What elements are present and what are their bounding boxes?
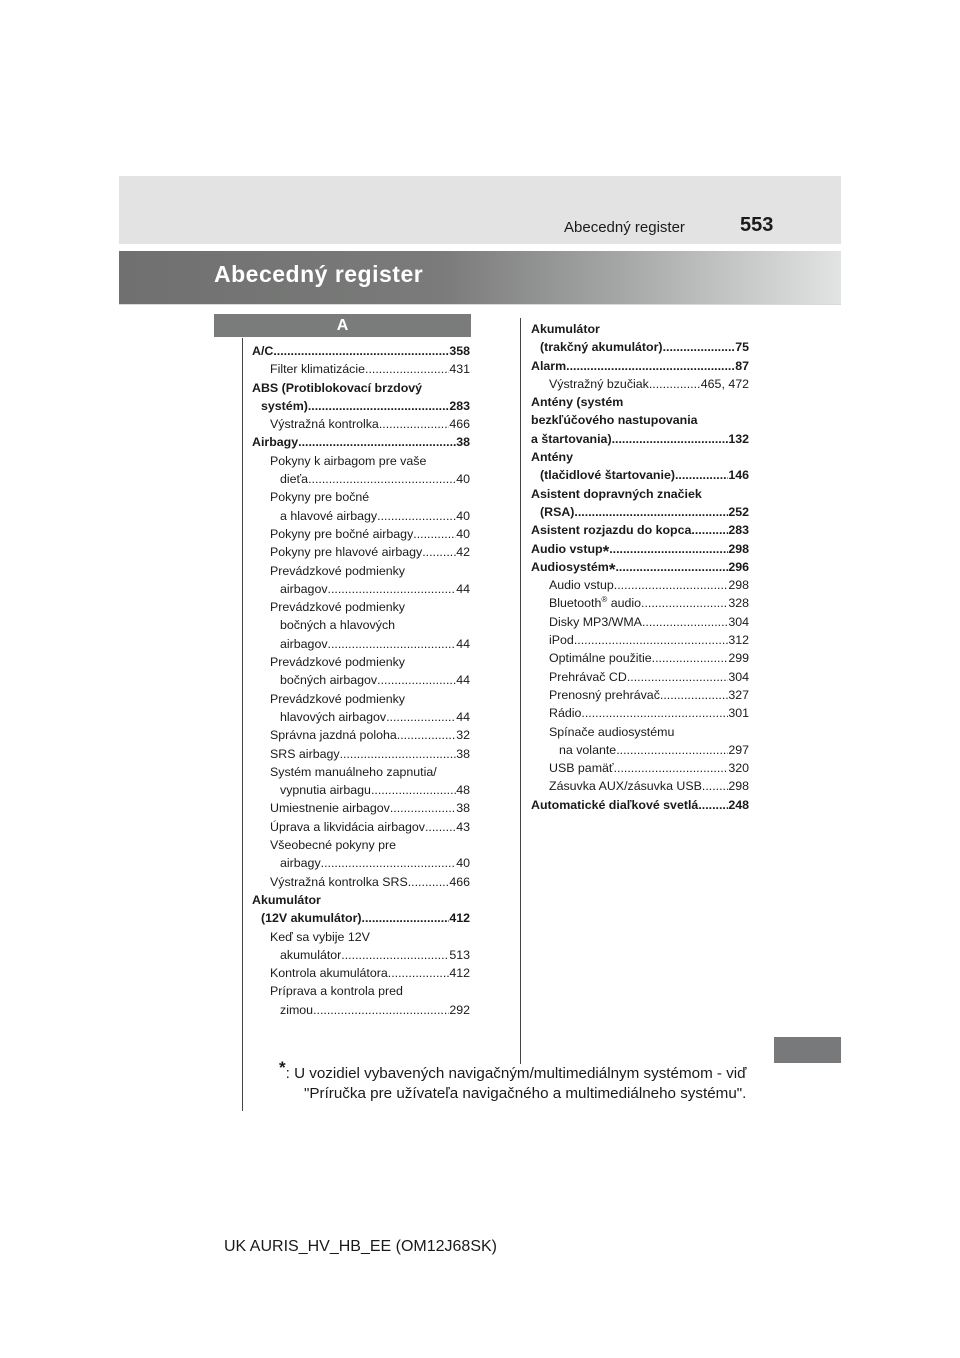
page-ref: 48 <box>456 783 470 798</box>
index-entry <box>531 777 749 795</box>
entry-text: Alarm <box>531 358 567 373</box>
entry-text: Prenosný prehrávač <box>549 687 660 702</box>
entry-text: dieťa <box>280 472 309 487</box>
entry-text: a štartovania) <box>531 431 612 446</box>
entry-text: airbagov <box>280 581 328 596</box>
entry-text: Audio vstup <box>549 578 614 593</box>
index-entry <box>531 723 749 760</box>
leader-dots <box>328 580 457 598</box>
footnote <box>279 1058 779 1103</box>
leader-dots <box>298 433 456 451</box>
index-entry <box>252 690 470 727</box>
page-ref: 296 <box>728 559 749 574</box>
index-entry <box>252 653 470 690</box>
entry-text: bezkľúčového nastupovania <box>531 413 698 428</box>
leader-dots <box>581 704 728 722</box>
index-entry <box>531 686 749 704</box>
leader-dots <box>642 613 728 631</box>
entry-text: Filter klimatizácie <box>270 362 366 377</box>
section-title: Abecedný register <box>214 261 424 287</box>
entry-text: vypnutia airbagu <box>280 783 371 798</box>
index-entry <box>531 594 749 612</box>
entry-text: Výstražná kontrolka <box>270 417 379 432</box>
leader-dots <box>308 397 449 415</box>
leader-dots <box>377 671 456 689</box>
entry-text: USB pamäť <box>549 761 614 776</box>
index-entry <box>252 488 470 525</box>
entry-text: (12V akumulátor) <box>261 911 362 926</box>
index-entry <box>531 485 749 522</box>
page-ref: 466 <box>449 874 470 889</box>
entry-text: SRS airbagy <box>270 746 340 761</box>
page-ref: 32 <box>456 728 470 743</box>
page-ref: 465, 472 <box>700 376 749 391</box>
index-entry <box>252 982 470 1019</box>
entry-text: airbagov <box>280 636 328 651</box>
leader-dots <box>675 466 728 484</box>
entry-text: Akumulátor <box>531 322 600 336</box>
entry-text: Bluetooth <box>549 596 602 611</box>
page-ref: 146 <box>728 468 749 483</box>
entry-text: Kontrola akumulátora <box>270 966 388 981</box>
entry-text: Airbagy <box>252 435 299 450</box>
leader-dots <box>425 818 456 836</box>
footnote-star: * <box>279 1058 286 1077</box>
page-ref: 44 <box>456 673 470 688</box>
page-ref: 304 <box>728 614 749 629</box>
index-entry <box>252 543 470 561</box>
page-ref: 292 <box>449 1002 470 1017</box>
index-entry <box>531 375 749 393</box>
index-entry <box>531 576 749 594</box>
page-ref: 298 <box>728 578 749 593</box>
index-letter-tab: A <box>214 314 471 337</box>
leader-dots <box>691 521 728 539</box>
index-entry <box>252 525 470 543</box>
page-ref: 40 <box>456 856 470 871</box>
entry-text: Automatické diaľkové svetlá <box>531 797 699 812</box>
page-ref: 43 <box>456 819 470 834</box>
index-entry <box>252 598 470 653</box>
index-entry <box>252 562 470 599</box>
entry-text: bočných a hlavových <box>280 618 396 633</box>
leader-dots <box>660 686 728 704</box>
page-ref: 358 <box>449 344 470 358</box>
entry-text-suffix: ® audio <box>601 595 642 611</box>
page-ref: 75 <box>735 340 749 355</box>
page-ref: 40 <box>456 472 470 487</box>
index-entry <box>252 415 470 433</box>
leader-dots <box>702 777 728 795</box>
entry-text: A/C <box>252 344 274 358</box>
page-ref: 40 <box>456 508 470 523</box>
index-entry <box>252 726 470 744</box>
index-entry <box>531 796 749 814</box>
index-entry <box>252 873 470 891</box>
entry-text: iPod <box>549 633 574 648</box>
leader-dots <box>627 668 729 686</box>
entry-text: Disky MP3/WMA <box>549 614 642 629</box>
leader-dots <box>313 1001 449 1019</box>
entry-text: Audiosystém <box>531 559 609 574</box>
index-entry <box>252 745 470 763</box>
page-ref: 42 <box>456 545 470 560</box>
leader-dots <box>612 430 729 448</box>
entry-text: Pokyny k airbagom pre vaše <box>270 453 427 468</box>
leader-dots <box>663 338 736 356</box>
index-column-left <box>252 342 470 1019</box>
leader-dots <box>609 540 728 558</box>
index-entry <box>252 891 470 928</box>
entry-text: systém) <box>261 398 308 413</box>
index-entry <box>531 613 749 631</box>
index-entry <box>252 799 470 817</box>
page-ref: 44 <box>456 709 470 724</box>
leader-dots <box>641 594 728 612</box>
entry-text: Optimálne použitie <box>549 651 652 666</box>
leader-dots <box>413 525 456 543</box>
entry-text: Antény <box>531 450 573 465</box>
page-number: 553 <box>740 214 774 236</box>
index-entry <box>531 631 749 649</box>
entry-text: Prevádzkové podmienky <box>270 655 405 670</box>
index-entry <box>252 433 470 451</box>
entry-text: hlavových airbagov <box>280 709 387 724</box>
page-ref: 38 <box>456 746 470 761</box>
leader-dots <box>616 741 728 759</box>
index-entry <box>252 763 470 800</box>
entry-text: akumulátor <box>280 947 342 962</box>
page-ref: 87 <box>735 358 749 373</box>
entry-text: a hlavové airbagy <box>280 508 378 523</box>
entry-text: (RSA) <box>540 504 575 519</box>
leader-dots <box>652 649 729 667</box>
leader-dots <box>422 543 456 561</box>
entry-text: (trakčný akumulátor) <box>540 340 663 355</box>
page-ref: 248 <box>728 797 749 812</box>
index-column-right <box>531 320 749 814</box>
entry-text: Systém manuálneho zapnutia/ <box>270 764 437 779</box>
index-entry <box>252 836 470 873</box>
entry-text: bočných airbagov <box>280 673 378 688</box>
entry-text: Pokyny pre bočné <box>270 490 370 505</box>
entry-text: Prevádzkové podmienky <box>270 691 405 706</box>
index-entry <box>252 818 470 836</box>
index-entry <box>252 928 470 965</box>
page-ref: 298 <box>728 541 749 556</box>
entry-text: Výstražná kontrolka SRS <box>270 874 408 889</box>
index-entry <box>252 452 470 489</box>
column-divider <box>520 318 521 1064</box>
leader-dots <box>340 745 457 763</box>
index-entry <box>531 649 749 667</box>
page-ref: 327 <box>728 687 749 702</box>
leader-dots <box>390 799 456 817</box>
leader-dots <box>574 503 728 521</box>
entry-text: Asistent dopravných značiek <box>531 486 702 501</box>
page-ref: 38 <box>456 801 470 816</box>
left-margin-rule <box>242 338 243 1111</box>
index-entry <box>531 357 749 375</box>
index-entry: Audio vstup * ..... 298 <box>531 540 749 558</box>
index-entry <box>531 320 749 357</box>
index-entry <box>531 521 749 539</box>
leader-dots <box>698 796 728 814</box>
entry-text: Príprava a kontrola pred <box>270 984 403 999</box>
page-ref: 44 <box>456 636 470 651</box>
entry-text: Rádio <box>549 706 582 721</box>
index-entry: Audiosystém * ..... 296 <box>531 558 749 576</box>
entry-text: Asistent rozjazdu do kopca <box>531 523 692 538</box>
entry-text: Keď sa vybije 12V <box>270 929 370 944</box>
page-ref: 252 <box>728 504 749 519</box>
index-entry <box>531 393 749 448</box>
page-ref: 312 <box>728 633 749 648</box>
page-ref: 412 <box>449 966 470 981</box>
entry-text: Umiestnenie airbagov <box>270 801 390 816</box>
page-ref: 40 <box>456 526 470 541</box>
leader-dots <box>321 854 457 872</box>
leader-dots <box>388 964 450 982</box>
page-ref: 304 <box>728 669 749 684</box>
footer-code: UK AURIS_HV_HB_EE (OM12J68SK) <box>224 1238 497 1255</box>
entry-text: Audio vstup <box>531 541 603 556</box>
leader-dots <box>397 726 456 744</box>
entry-text: zimou <box>280 1002 314 1017</box>
page-ref: 283 <box>449 398 470 413</box>
page-ref: 466 <box>449 417 470 432</box>
entry-text: Spínače audiosystému <box>549 724 675 739</box>
page-ref: 513 <box>449 947 470 962</box>
page-ref: 297 <box>728 742 749 757</box>
page-ref: 431 <box>449 362 470 377</box>
entry-text: airbagy <box>280 856 321 871</box>
page-ref: 283 <box>728 523 749 538</box>
entry-text: Prevádzkové podmienky <box>270 600 405 615</box>
page-ref: 320 <box>728 761 749 776</box>
leader-dots <box>614 759 729 777</box>
footnote-line-1: : U vozidiel vybavených navigačným/multimediálnym systémom - viď <box>285 1065 747 1082</box>
page-ref: 301 <box>728 706 749 721</box>
page-ref: 412 <box>449 911 470 926</box>
index-entry <box>531 704 749 722</box>
entry-text: Úprava a likvidácia airbagov <box>270 819 425 834</box>
leader-dots <box>615 558 728 576</box>
entry-text: Správna jazdná poloha <box>270 728 397 743</box>
entry-text: Pokyny pre bočné airbagy <box>270 526 414 541</box>
index-entry <box>252 342 470 360</box>
leader-dots <box>614 576 729 594</box>
index-entry <box>252 360 470 378</box>
page-ref: 132 <box>728 431 749 446</box>
entry-text: Pokyny pre hlavové airbagy <box>270 545 423 560</box>
thumb-index-tab <box>774 1037 841 1063</box>
leader-dots <box>308 470 456 488</box>
page-ref: 328 <box>728 596 749 611</box>
index-entry <box>531 759 749 777</box>
page-ref: 299 <box>728 651 749 666</box>
leader-dots <box>408 873 450 891</box>
leader-dots <box>365 360 449 378</box>
leader-dots <box>377 507 456 525</box>
page-ref: 44 <box>456 581 470 596</box>
entry-text: Antény (systém <box>531 395 624 410</box>
header-band <box>119 176 841 244</box>
index-entry <box>531 448 749 485</box>
running-title: Abecedný register <box>564 219 685 236</box>
index-entry <box>252 379 470 416</box>
leader-dots <box>386 708 456 726</box>
leader-dots <box>273 342 449 360</box>
index-entry <box>252 964 470 982</box>
leader-dots <box>566 357 735 375</box>
entry-text: Akumulátor <box>252 892 321 907</box>
page-ref: 298 <box>728 779 749 794</box>
entry-text: Prehrávač CD <box>549 669 627 684</box>
entry-text: Zásuvka AUX/zásuvka USB <box>549 779 702 794</box>
footnote-line-2: "Príručka pre užívateľa navigačného a multimediálneho systému". <box>304 1084 747 1102</box>
entry-text: Výstražný bzučiak <box>549 376 649 391</box>
entry-text: Všeobecné pokyny pre <box>270 838 397 853</box>
leader-dots <box>574 631 729 649</box>
title-bar-rule <box>119 304 841 305</box>
leader-dots <box>341 946 449 964</box>
leader-dots <box>371 781 456 799</box>
entry-text: ABS (Protiblokovací brzdový <box>252 380 423 395</box>
leader-dots <box>649 375 701 393</box>
page-ref: 38 <box>456 435 470 450</box>
leader-dots <box>379 415 450 433</box>
leader-dots <box>328 635 457 653</box>
index-entry <box>531 668 749 686</box>
entry-text: na volante <box>559 742 617 757</box>
entry-text: Prevádzkové podmienky <box>270 563 405 578</box>
entry-text: (tlačidlové štartovanie) <box>540 468 675 483</box>
leader-dots <box>362 909 450 927</box>
